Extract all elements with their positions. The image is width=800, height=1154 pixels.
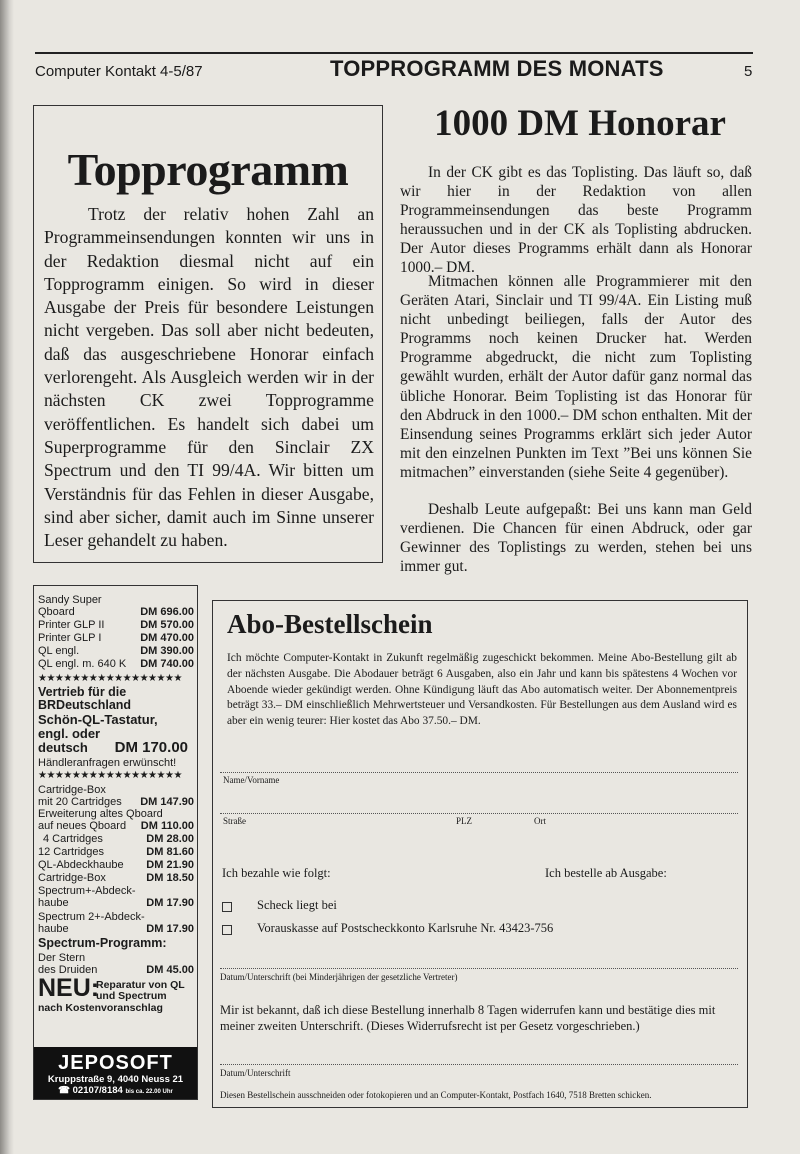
ad-tastatur-deutsch: deutsch DM 170.00 (38, 739, 188, 756)
strasse-label: Straße (223, 816, 246, 826)
ad-item: Spectrum 2+-Abdeck- (38, 911, 145, 923)
company-address: Kruppstraße 9, 4040 Neuss 21 (47, 1074, 184, 1085)
ad-star-divider: ★★★★★★★★★★★★★★★★★ (38, 673, 182, 684)
ad-item: haube DM 17.90 (38, 897, 194, 909)
address-field[interactable] (220, 813, 738, 814)
signature-field-1[interactable] (220, 968, 738, 969)
ad-item: auf neues Qboard DM 110.00 (38, 820, 194, 832)
cheque-label: Scheck liegt bei (257, 898, 337, 912)
topprogramm-body: Trotz der relativ hohen Zahl an Programmeinsendungen konnten wir uns in der Redaktion diesmal nicht auf ein Topprogramm einigen. So wird in dieser Ausgabe der Preis für besondere Leistungen nicht vergeben. Das soll aber nicht bedeuten, daß das ausgeschriebene Honorar einfach verlorengeht. Als Ausgleich werden wir in der nächsten CK zwei Topprogramme veröffentlichen. Es handelt sich dabei um Superprogramme für den Sinclair ZX Spectrum und den TI 99/4A. Wir bitten um Verständnis für das Fehlen in dieser Ausgabe, sind aber sicher, damit auch im Sinne unserer Leser gehandelt zu haben. (44, 204, 374, 551)
honorar-title: 1000 DM Honorar (434, 103, 726, 144)
ad-item: haube DM 17.90 (38, 923, 194, 935)
header-rule (35, 52, 753, 54)
ad-neu: NEU: (38, 974, 100, 1002)
ad-item: des Druiden DM 45.00 (38, 964, 194, 976)
form-intro-text: Ich möchte Computer-Kontakt in Zukunft regelmäßig zugeschickt bekommen. Meine Abo-Bestellung gilt ab der nächsten Ausgabe. Die Abodauer beträgt 6 Ausgaben, also ein Jahr und kann bis spätestens 4 Wochen vor Aboende wieder gekündigt werden. Ohne Kündigung läuft das Abo automatisch weiter. Der Abonnementpreis beträgt 33.– DM einschließlich Mehrwertsteuer und Versandkosten. Für Bestellungen aus dem Ausland wird es aber ein wenig teurer: Hier kostet das Abo 37.50.– DM. (227, 652, 737, 728)
page-number: 5 (744, 63, 753, 80)
prepay-label: Vorauskasse auf Postscheckkonto Karlsruhe Nr. 43423-756 (257, 921, 554, 935)
company-name: JEPOSOFT (58, 1052, 173, 1074)
ad-vertrieb-country: BRDeutschland (38, 698, 132, 712)
ad-item: Qboard DM 696.00 (38, 606, 194, 618)
ad-star-divider: ★★★★★★★★★★★★★★★★★ (38, 770, 182, 781)
ad-neu-note: nach Kostenvoranschlag (38, 1002, 163, 1014)
form-title: Abo-Bestellschein (227, 609, 433, 639)
ad-item: Der Stern (38, 952, 86, 964)
plz-label: PLZ (456, 816, 473, 826)
prepay-checkbox[interactable] (222, 925, 232, 935)
ad-neu-block: NEU: Reparatur von QL und Spectrum (38, 974, 185, 1002)
ad-item: Cartridge-Box DM 18.50 (38, 872, 194, 884)
cheque-checkbox[interactable] (222, 902, 232, 912)
honorar-paragraph-3: Deshalb Leute aufgepaßt: Bei uns kann man Geld verdienen. Die Chancen für einen Abdruck, oder gar Gewinner des Toplistings zu werden, stehen bei uns immer gut. (400, 501, 752, 576)
signature-label-2: Datum/Unterschrift (220, 1068, 291, 1078)
ad-haendler: Händleranfragen erwünscht! (38, 757, 177, 769)
issue-heading: Ich bestelle ab Ausgabe: (545, 866, 667, 880)
topprogramm-title: Topprogramm (67, 144, 349, 195)
ad-item: QL-Abdeckhaube DM 21.90 (38, 859, 194, 871)
page-binding-shadow (0, 0, 14, 1154)
ad-item: Sandy Super (38, 594, 102, 606)
ad-item: 4 Cartridges DM 28.00 (43, 833, 194, 845)
payment-heading: Ich bezahle wie folgt: (222, 866, 331, 880)
magazine-issue: Computer Kontakt 4-5/87 (35, 63, 203, 80)
ad-vertrieb: Vertrieb für die (38, 685, 127, 699)
section-title: TOPPROGRAMM DES MONATS (330, 56, 664, 81)
ad-tastatur-lang: engl. oder (38, 726, 101, 741)
name-label: Name/Vorname (223, 775, 280, 785)
ad-item: mit 20 Cartridges DM 147.90 (38, 796, 194, 808)
signature-field-2[interactable] (220, 1064, 738, 1065)
honorar-paragraph-1: In der CK gibt es das Toplisting. Das läuft so, daß wir hier in der Redaktion von allen Programmeinsendungen das beste Programm heraussuchen und in der CK als Toplisting abdrucken. Der Autor dieses Programms erhält dann als Honorar 1000.– DM. (400, 164, 752, 277)
widerruf-text: Mir ist bekannt, daß ich diese Bestellung innerhalb 8 Tagen widerrufen kann und bestätige dies mit meiner zweiten Unterschrift. (Dieses Widerrufsrecht ist per Gesetz vorgeschrieben.) (220, 1003, 716, 1033)
ort-label: Ort (534, 816, 546, 826)
ad-item: 12 Cartridges DM 81.60 (38, 846, 194, 858)
ad-item: Printer GLP II DM 570.00 (38, 619, 194, 631)
ad-item: Cartridge-Box (38, 784, 106, 796)
ad-item: Erweiterung altes Qboard (38, 808, 163, 820)
honorar-paragraph-2: Mitmachen können alle Programmierer mit den Geräten Atari, Sinclair und TI 99/4A. Ein Listing muß nicht unbedingt beiliegen, falls der Autor des Programms noch keinen Drucker hat. Werden Programme abgedruckt, die nicht zum Toplisting gewählt wurden, erhält der Autor dafür ganz normal das übliche Honorar. Beim Toplisting ist das Honorar für den Abdruck in den 1000.– DM schon enthalten. Mit der Einsendung seines Programms erklärt sich jeder Autor mit den einzelnen Punkten im Text ”Bei uns können Sie mitmachen” einverstanden (siehe Seite 4 gegenüber). (400, 273, 752, 481)
signature-label-1: Datum/Unterschrift (bei Minderjährigen der gesetzliche Vertreter) (220, 972, 458, 982)
jeposoft-advertisement (33, 585, 198, 1100)
ad-tastatur: Schön-QL-Tastatur, (38, 712, 158, 727)
ad-item: Printer GLP I DM 470.00 (38, 632, 194, 644)
company-phone: ☎ 02107/8184 bis ca. 22.00 Uhr (58, 1085, 173, 1096)
ad-item: QL engl. m. 640 K DM 740.00 (38, 658, 194, 670)
name-field[interactable] (220, 772, 738, 773)
ad-spectrum-heading: Spectrum-Programm: (38, 936, 167, 950)
ad-item: QL engl. DM 390.00 (38, 645, 194, 657)
ad-company-block (34, 1047, 197, 1099)
ad-item: Spectrum+-Abdeck- (38, 885, 136, 897)
form-footer: Diesen Bestellschein ausschneiden oder fotokopieren und an Computer-Kontakt, Postfach 1640, 7518 Bretten schicken. (220, 1090, 652, 1100)
